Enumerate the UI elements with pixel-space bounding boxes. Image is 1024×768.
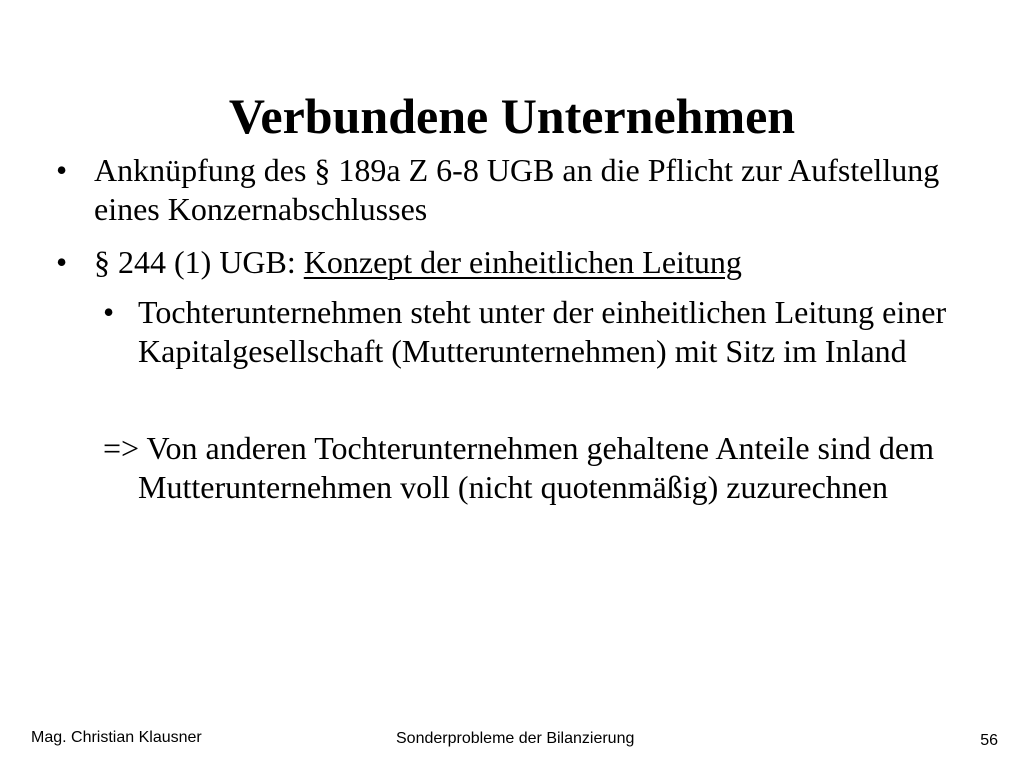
bullet-marker: • xyxy=(56,152,68,188)
sub-bullet-item xyxy=(103,293,983,371)
bullet-text xyxy=(94,243,956,282)
slide-title: Verbundene Unternehmen xyxy=(228,87,796,144)
footer-page-number: 56 xyxy=(980,732,998,749)
conclusion-item xyxy=(103,429,983,507)
footer-topic: Sonderprobleme der Bilanzierung xyxy=(396,730,635,747)
underlined-concept: Konzept der einheitlichen Leitung xyxy=(303,244,742,280)
bullet-item-1 xyxy=(56,151,956,229)
bullet-prefix: § 244 (1) UGB: xyxy=(94,244,304,280)
footer-author: Mag. Christian Klausner xyxy=(31,729,202,746)
bullet-text: Anknüpfung des § 189a Z 6-8 UGB an die Pflicht zur Aufstellung eines Konzernabschlusses xyxy=(94,152,940,227)
bullet-item-2 xyxy=(56,243,956,282)
conclusion-text: => Von anderen Tochterunternehmen gehaltene Anteile sind dem Mutterunternehmen voll (nicht quotenmäßig) zuzurechnen xyxy=(103,430,934,505)
bullet-marker: • xyxy=(103,294,115,330)
bullet-marker: • xyxy=(56,244,68,280)
bullet-text: Tochterunternehmen steht unter der einheitlichen Leitung einer Kapitalgesellschaft (Mutterunternehmen) mit Sitz im Inland xyxy=(138,294,947,369)
